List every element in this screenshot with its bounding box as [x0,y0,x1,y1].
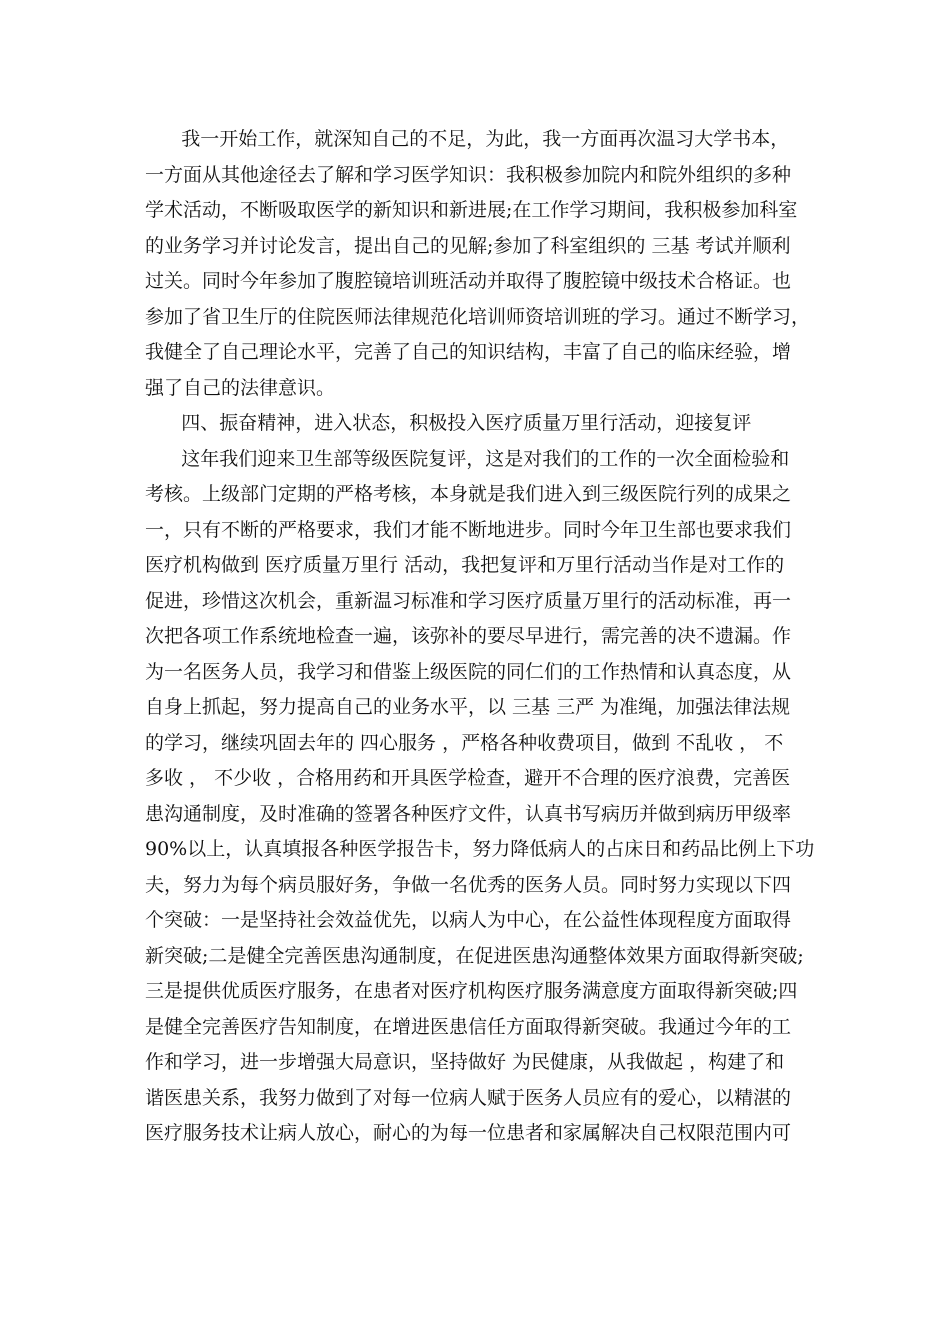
text-line: 90%以上，认真填报各种医学报告卡，努力降低病人的占床日和药品比例上下功 [145,838,815,860]
text-line: 患沟通制度，及时准确的签署各种医疗文件，认真书写病历并做到病历甲级率 [145,802,792,825]
text-line: 的学习，继续巩固去年的 四心服务 ，严格各种收费项目，做到 不乱收 ， 不 [145,731,784,754]
text-line: 过关。同时今年参加了腹腔镜培训班活动并取得了腹腔镜中级技术合格证。也 [145,270,792,292]
text-line: 自身上抓起，努力提高自己的业务水平，以 三基 三严 为准绳，加强法律法规 [145,696,791,718]
text-line: 我健全了自己理论水平，完善了自己的知识结构，丰富了自己的临床经验，增 [145,341,792,363]
text-line: 我一开始工作，就深知自己的不足，为此，我一方面再次温习大学书本， [145,128,790,150]
text-line: 考核。上级部门定期的严格考核，本身就是我们进入到三级医院行列的成果之 [145,483,792,505]
text-line: 这年我们迎来卫生部等级医院复评，这是对我们的工作的一次全面检验和 [145,447,790,470]
text-line: 的业务学习并讨论发言，提出自己的见解;参加了科室组织的 三基 考试并顺利 [145,234,791,257]
text-line: 医疗机构做到 医疗质量万里行 活动，我把复评和万里行活动当作是对工作的 [145,554,785,576]
text-line: 作和学习，进一步增强大局意识，坚持做好 为民健康，从我做起 ，构建了和 [145,1051,785,1073]
body-text [145,122,815,1152]
text-line: 一，只有不断的严格要求，我们才能不断地进步。同时今年卫生部也要求我们 [145,518,792,541]
text-line: 为一名医务人员，我学习和借鉴上级医院的同仁们的工作热情和认真态度，从 [145,660,792,683]
text-line: 新突破;二是健全完善医患沟通制度，在促进医患沟通整体效果方面取得新突破; [145,944,804,967]
text-line: 多收 ， 不少收 ，合格用药和开具医学检查，避开不合理的医疗浪费，完善医 [145,767,791,789]
text-line: 参加了省卫生厅的住院医师法律规范化培训师资培训班的学习。通过不断学习， [145,305,811,328]
text-line: 四、振奋精神，进入状态，积极投入医疗质量万里行活动，迎接复评 [145,412,752,434]
text-line: 三是提供优质医疗服务，在患者对医疗机构医疗服务满意度方面取得新突破;四 [145,980,798,1002]
text-line: 学术活动，不断吸取医学的新知识和新进展;在工作学习期间，我积极参加科室 [145,199,798,221]
text-line: 医疗服务技术让病人放心，耐心的为每一位患者和家属解决自己权限范围内可 [145,1122,792,1144]
text-line: 谐医患关系，我努力做到了对每一位病人赋于医务人员应有的爱心，以精湛的 [145,1086,792,1109]
text-line: 一方面从其他途径去了解和学习医学知识：我积极参加院内和院外组织的多种 [145,163,792,186]
text-line: 个突破：一是坚持社会效益优先，以病人为中心，在公益性体现程度方面取得 [145,909,792,931]
text-line: 强了自己的法律意识。 [145,376,336,399]
text-line: 是健全完善医疗告知制度，在增进医患信任方面取得新突破。我通过今年的工 [145,1015,792,1038]
text-line: 次把各项工作系统地检查一遍，该弥补的要尽早进行，需完善的决不遗漏。作 [145,625,792,647]
text-line: 夫，努力为每个病员服好务，争做一名优秀的医务人员。同时努力实现以下四 [145,873,792,896]
text-line: 促进，珍惜这次机会，重新温习标准和学习医疗质量万里行的活动标准，再一 [145,589,792,612]
